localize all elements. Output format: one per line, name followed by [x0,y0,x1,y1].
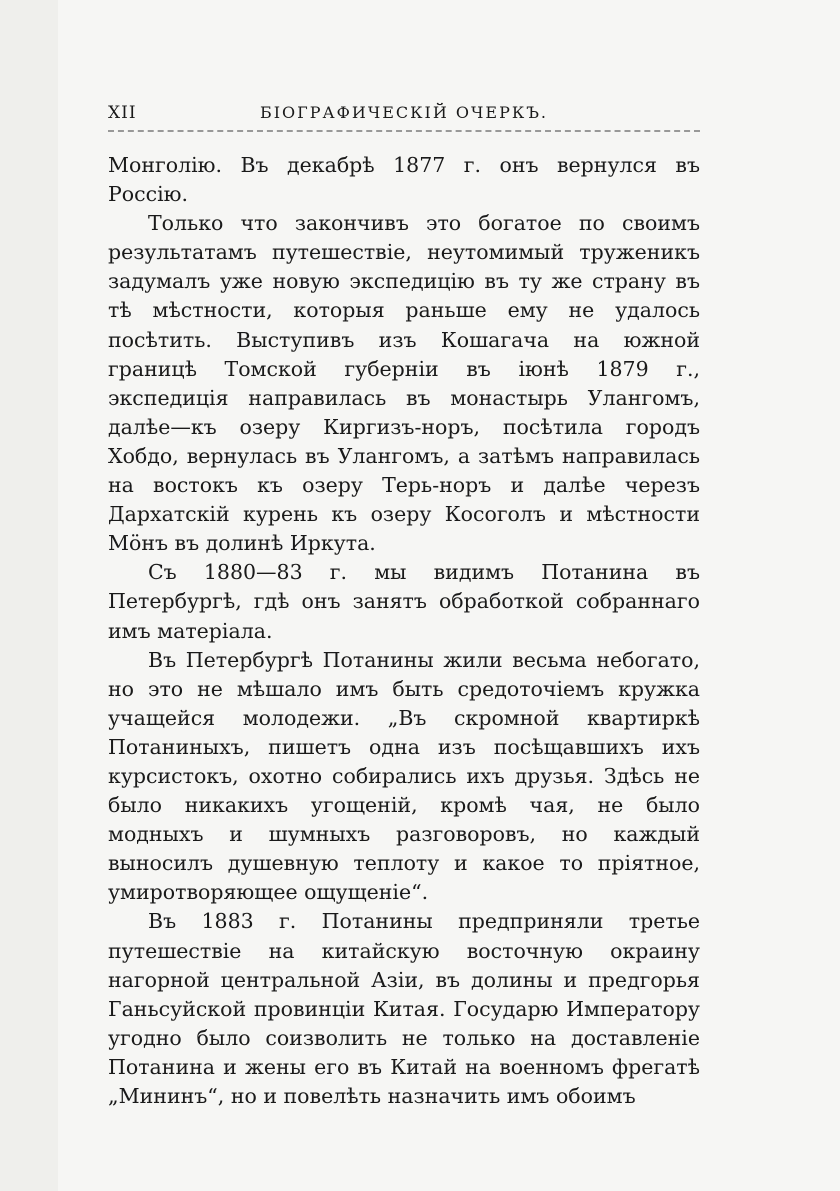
paragraph-5: Въ 1883 г. Потанины предприняли третье путешествіе на китайскую восточную окраину нагорной центральной Азіи, въ долины и предгорья Ганьсуйской провинціи Китая. Государю Императору угодно было соизволить не только на доставленіе Потанина и жены его въ Китай на военномъ фрегатѣ „Мининъ“, но и повелѣть назначить имъ обоимъ [108,909,700,1108]
header-rule [108,130,700,132]
page-number: XII [108,103,137,123]
page-margin-shade [0,0,58,1191]
body-text [108,151,700,1111]
page-header [108,103,700,133]
paragraph-2: Только что закончивъ это богатое по своимъ результатамъ путешествіе, неутомимый труженикъ задумалъ уже новую экспедицію въ ту же страну въ тѣ мѣстности, которыя раньше ему не удалось посѣтить. Выступивъ изъ Кошагача на южной границѣ Томской губерніи въ іюнѣ 1879 г., экспедиція направилась въ монастырь Улангомъ, далѣе—къ озеру Киргизъ-норъ, посѣтила городъ Хобдо, вернулась въ Улангомъ, а затѣмъ направилась на востокъ къ озеру Терь-норъ и далѣе черезъ Дархатскій курень къ озеру Косоголъ и мѣстности Мӧнъ въ долинѣ Иркута. [108,211,700,556]
paragraph-3: Съ 1880—83 г. мы видимъ Потанина въ Петербургѣ, гдѣ онъ занятъ обработкой собраннаго имъ матеріала. [108,560,700,643]
paragraph-4: Въ Петербургѣ Потанины жили весьма небогато, но это не мѣшало имъ быть средоточіемъ кружка учащейся молодежи. „Въ скромной квартиркѣ Потаниныхъ, пишетъ одна изъ посѣщавшихъ ихъ курсистокъ, охотно собирались ихъ друзья. Здѣсь не было никакихъ угощеній, кромѣ чая, не было модныхъ и шумныхъ разговоровъ, но каждый выносилъ душевную теплоту и какое то пріятное, умиротворяющее ощущеніе“. [108,647,700,905]
running-title: БІОГРАФИЧЕСКІЙ ОЧЕРКЪ. [259,103,549,122]
paragraph-1: Монголію. Въ декабрѣ 1877 г. онъ вернулся въ Россію. [108,153,700,207]
